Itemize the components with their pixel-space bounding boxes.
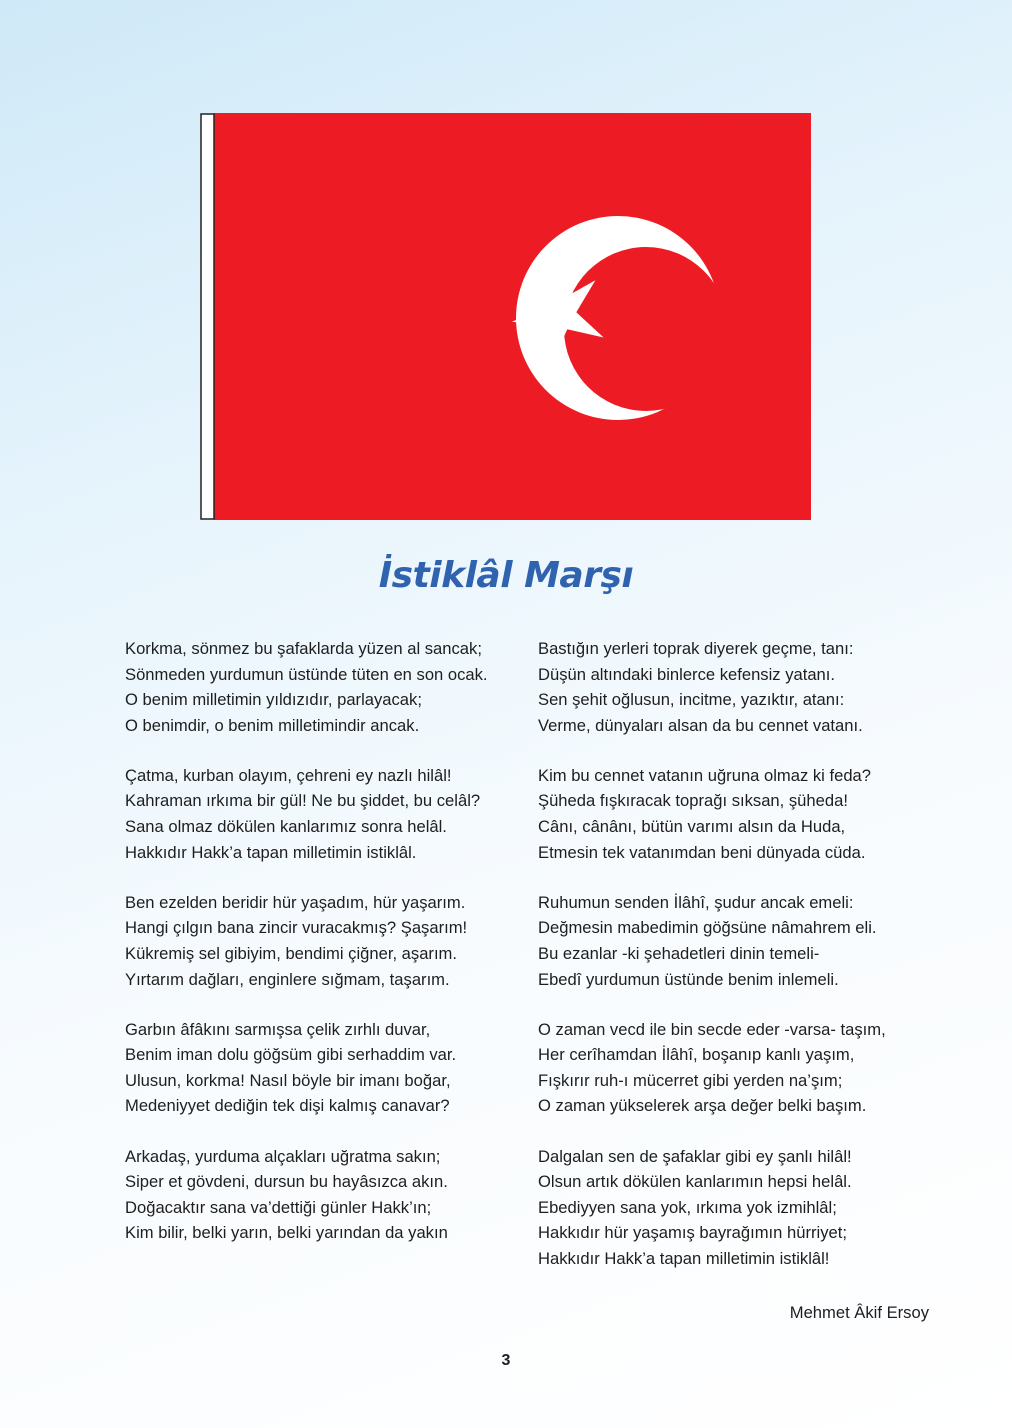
verse-line: Benim iman dolu göğsüm gibi serhaddim var.	[125, 1045, 457, 1065]
stanza	[538, 890, 938, 992]
verse-line: Ruhumun senden İlâhî, şudur ancak emeli:	[538, 892, 854, 912]
verse-line: Şüheda fışkıracak toprağı sıksan, şüheda!	[538, 791, 848, 811]
page-number: 3	[501, 1352, 511, 1369]
stanza	[125, 636, 525, 738]
verse-line: Kim bu cennet vatanın uğruna olmaz ki feda?	[538, 765, 872, 785]
verse-line: O zaman yükselerek arşa değer belki başım.	[538, 1096, 867, 1116]
verse-line: Cânı, cânânı, bütün varımı alsın da Huda,	[538, 817, 846, 837]
stanza	[538, 763, 938, 865]
stanza	[125, 1144, 525, 1246]
verse-line: O benim milletimin yıldızıdır, parlayacak;	[125, 690, 422, 710]
verse-line: Bu ezanlar -ki şehadetleri dinin temeli-	[538, 943, 820, 963]
page-title: İstiklâl Marşı	[378, 555, 634, 596]
flag-field	[214, 113, 811, 520]
verse-line: Verme, dünyaları alsan da bu cennet vatanı.	[538, 715, 863, 735]
verse-line: Siper et gövdeni, dursun bu hayâsızca akın.	[125, 1172, 448, 1192]
verse-line: Etmesin tek vatanımdan beni dünyada cüda.	[538, 842, 866, 862]
verse-line: O benimdir, o benim milletimindir ancak.	[125, 715, 420, 735]
verse-line: Her cerîhamdan İlâhî, boşanıp kanlı yaşım,	[538, 1045, 855, 1065]
verse-line: Hakkıdır Hakk’a tapan milletimin istiklâl.	[125, 842, 417, 862]
verse-line: O zaman vecd ile bin secde eder -varsa- taşım,	[538, 1019, 886, 1039]
turkish-flag	[200, 113, 811, 520]
verse-line: Ben ezelden beridir hür yaşadım, hür yaşarım.	[125, 892, 466, 912]
stanza	[125, 763, 525, 865]
verse-line: Korkma, sönmez bu şafaklarda yüzen al sancak;	[125, 639, 482, 658]
verse-line: Sen şehit oğlusun, incitme, yazıktır, atanı:	[538, 690, 845, 710]
verse-line: Olsun artık dökülen kanlarımın hepsi helâl.	[538, 1172, 852, 1192]
verse-line: Fışkırır ruh-ı mücerret gibi yerden na’şım;	[538, 1070, 843, 1090]
poem-column-right	[538, 636, 938, 1296]
verse-line: Ulusun, korkma! Nasıl böyle bir imanı boğar,	[125, 1070, 451, 1090]
verse-line: Hakkıdır hür yaşamış bayrağımın hürriyet;	[538, 1223, 847, 1243]
verse-line: Ebediyyen sana yok, ırkıma yok izmihlâl;	[538, 1197, 837, 1217]
stanza	[538, 1144, 938, 1272]
verse-line: Kahraman ırkıma bir gül! Ne bu şiddet, bu celâl?	[125, 791, 481, 811]
verse-line: Doğacaktır sana va’dettiği günler Hakk’ın;	[125, 1197, 432, 1217]
stanza	[125, 1017, 525, 1119]
stanza	[538, 636, 938, 738]
verse-line: Ebedî yurdumun üstünde benim inlemeli.	[538, 969, 839, 989]
stanza	[125, 890, 525, 992]
verse-line: Kükremiş sel gibiyim, bendimi çiğner, aşarım.	[125, 943, 457, 963]
verse-line: Sönmeden yurdumun üstünde tüten en son ocak.	[125, 664, 488, 684]
verse-line: Bastığın yerleri toprak diyerek geçme, tanı:	[538, 639, 854, 658]
verse-line: Çatma, kurban olayım, çehreni ey nazlı hilâl!	[125, 765, 452, 785]
verse-line: Sana olmaz dökülen kanlarımız sonra helâl.	[125, 817, 447, 837]
author-name: Mehmet Âkif Ersoy	[789, 1303, 929, 1322]
verse-line: Değmesin mabedimin göğsüne nâmahrem eli.	[538, 918, 877, 938]
verse-line: Arkadaş, yurduma alçakları uğratma sakın;	[125, 1146, 441, 1166]
verse-line: Yırtarım dağları, enginlere sığmam, taşarım.	[125, 969, 450, 989]
poem-column-left	[125, 636, 525, 1270]
verse-line: Kim bilir, belki yarın, belki yarından da yakın	[125, 1223, 448, 1243]
flag-pole	[201, 114, 214, 519]
verse-line: Hangi çılgın bana zincir vuracakmış? Şaşarım!	[125, 918, 468, 938]
verse-line: Dalgalan sen de şafaklar gibi ey şanlı hilâl!	[538, 1146, 852, 1166]
stanza	[538, 1017, 938, 1119]
verse-line: Hakkıdır Hakk’a tapan milletimin istiklâl!	[538, 1248, 830, 1268]
verse-line: Düşün altındaki binlerce kefensiz yatanı.	[538, 664, 836, 684]
verse-line: Garbın âfâkını sarmışsa çelik zırhlı duvar,	[125, 1019, 431, 1039]
verse-line: Medeniyyet dediğin tek dişi kalmış canavar?	[125, 1096, 450, 1116]
